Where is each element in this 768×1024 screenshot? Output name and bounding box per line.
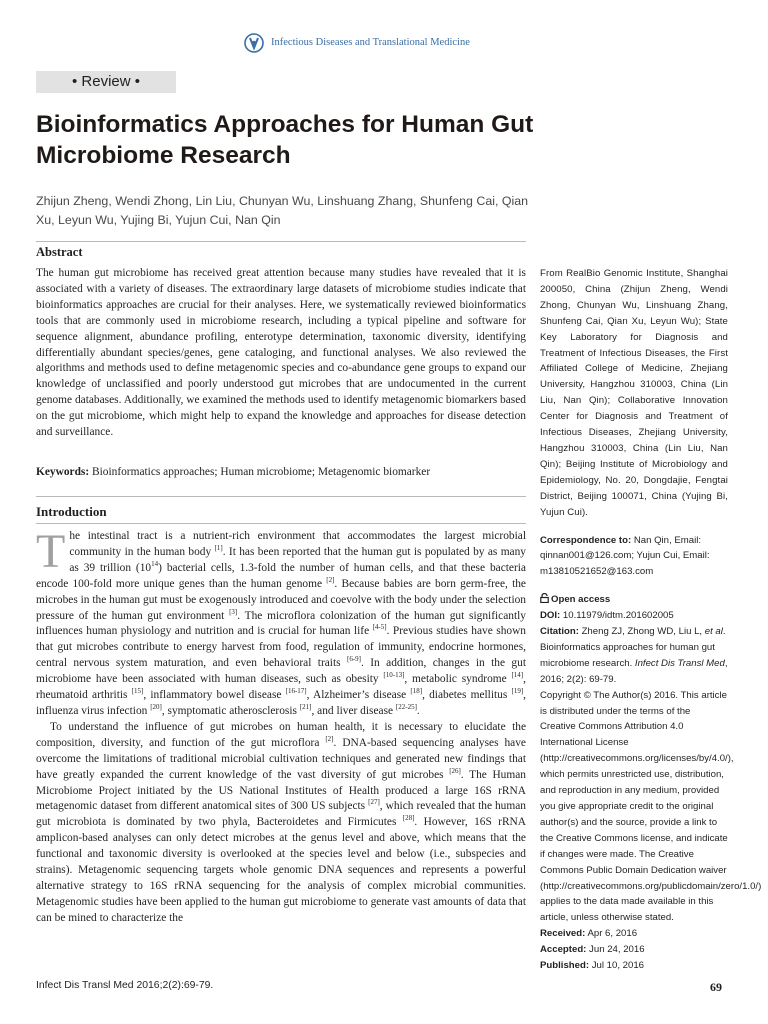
received-value: Apr 6, 2016 xyxy=(585,928,638,940)
published-value: Jul 10, 2016 xyxy=(589,960,644,972)
text-run: To understand the influence of gut microbes on human health, it is necessary to elucidate the composition, diversity, and function of the gut microflora xyxy=(36,720,526,749)
accepted-label: Accepted: xyxy=(540,944,587,956)
text-run: . In addition, changes in the gut microbiome have been associated with human diseases, such as obesity xyxy=(36,657,526,686)
text-run: Zheng ZJ, Zhong WD, Liu L, xyxy=(578,626,705,638)
text-run: , and liver disease xyxy=(311,704,396,717)
text-run: . However, 16S rRNA amplicon-based analyses can only detect microbes at the genus level and above, which means that the functional and taxonomic diversity is overlooked at the species level and below (i.e., subspecies and strains). Metagenomic sequencing targets whole genomic DNA sequences and represents a powerful alternative strategy to 16S rRNA sequencing for the analysis of complex microbial communities. Metagenomic studies have been applied to the human gut microbiome to generate vast amounts of data that can be mined to characterize the xyxy=(36,816,526,924)
text-run: , Alzheimer’s disease xyxy=(306,689,411,702)
correspondence-text: Nan Qin, Email: qinnan001@126.com; Yujun Cui, Email: m13810521652@163.com xyxy=(540,534,710,578)
journal-logo-icon xyxy=(244,33,264,53)
copyright-notice: Copyright © The Author(s) 2016. This article is distributed under the terms of the Creative Commons Attribution 4.0 International License (http://creativecommons.org/licenses/by/4.0/), which permits unrestricted use, distribution, and reproduction in any medium, provided you give appropriate credit to the original author(s) and the source, provide a link to the Creative Commons license, and indicate if changes were made. The Creative Commons Public Domain Dedication waiver (http://creativecommons.org/publicdomain/zero/1.0/) applies to the data made available in this article, unless otherwise stated. xyxy=(540,689,762,924)
received-label: Received: xyxy=(540,928,586,940)
abstract-body: The human gut microbiome has received great attention because many studies have revealed that it is associated with a variety of diseases. The extraordinary large datasets of microbiome studies indicate that bioinformatics approaches are crucial for their analyses. Here, we systematically reviewed bioinformatics tools that are commonly used in microbiome research, including a typical pipeline and software for sequence alignment, abundance profiling, enterotype determination, taxonomic diversity, identifying differentially abundant species/genes, gene cataloging, and functional analyses. We also reviewed the algorithms and methods used to define metagenomic species and co-abundance gene groups to expand our knowledge of unclassified and poorly understood gut microbes that are undocumented in the current genome databases. Additionally, we examined the methods used to identify metagenomic biomarkers based on the gut microbiome, which might help to expand the knowledge and approaches for disease detection and surveillance. xyxy=(36,267,526,439)
drop-cap: T xyxy=(36,525,66,578)
section-label-bar xyxy=(36,71,176,93)
text-run: , diabetes mellitus xyxy=(422,689,512,702)
page-number: 69 xyxy=(710,980,722,994)
author-list: Zhijun Zheng, Wendi Zhong, Lin Liu, Chunyan Wu, Linshuang Zhang, Shunfeng Cai, Qian Xu, Leyun Wu, Yujing Bi, Yujun Cui, Nan Qin xyxy=(36,194,529,227)
paragraph xyxy=(36,525,527,720)
keywords xyxy=(36,464,526,480)
text-run: , which revealed that the human gut microbiota is dominated by two phyla, Bacteroidetes and Firmicutes xyxy=(36,800,526,829)
citation-ref: [4-5] xyxy=(372,623,387,632)
doi-value: 10.11979/idtm.201602005 xyxy=(560,610,674,622)
footer-citation: Infect Dis Transl Med 2016;2(2):69-79. xyxy=(36,980,214,991)
citation-label: Citation: xyxy=(540,626,579,638)
text-run: , 2016; 2(2): 69-79. xyxy=(540,657,728,685)
citation-ref: [2] xyxy=(325,734,334,743)
text-run: , metabolic syndrome xyxy=(404,673,512,686)
text-run: . xyxy=(416,704,420,717)
citation-ref: [22-25] xyxy=(395,703,417,712)
citation-journal: Infect Dis Transl Med xyxy=(634,657,725,669)
doi xyxy=(540,608,728,624)
citation-ref: [15] xyxy=(131,687,144,696)
abstract-heading: Abstract xyxy=(36,245,83,259)
citation-ref: [16-17] xyxy=(285,687,307,696)
correspondence xyxy=(540,533,728,581)
open-access-row xyxy=(540,592,728,608)
text-run: . Bioinformatics approaches for human gut microbiome research. xyxy=(540,626,726,669)
text-run: , influenza virus infection xyxy=(36,689,527,717)
section-label: • Review • xyxy=(71,73,141,90)
divider xyxy=(36,496,526,497)
text-run: he intestinal tract is a nutrient-rich environment that accommodates the largest microbial community in the human body xyxy=(69,530,526,558)
text-run: , inflammatory bowel disease xyxy=(143,689,286,702)
divider xyxy=(36,241,526,242)
divider xyxy=(36,523,526,524)
text-run: , rheumatoid arthritis xyxy=(36,673,526,702)
published-label: Published: xyxy=(540,960,590,972)
text-run: . DNA-based sequencing analyses have overcome the limitations of traditional microbial cultivation techniques and generated new findings that have greatly expanded the current knowledge of the vast diversity of gut microbes xyxy=(36,736,526,781)
text-run: . Previous studies have shown that gut microbes contribute to energy harvest from food, regulation of immunity, endocrine hormones, central nervous system maturation, and even behavioral traits xyxy=(36,625,527,670)
section-heading-introduction: Introduction xyxy=(36,504,107,519)
keywords-label: Keywords: xyxy=(36,466,90,478)
journal-header xyxy=(0,30,768,56)
correspondence-label: Correspondence to: xyxy=(540,534,632,546)
exponent: 14 xyxy=(151,560,159,569)
citation-ref: [26] xyxy=(449,766,461,775)
citation-ref: [20] xyxy=(150,703,162,712)
text-run: . It has been reported that the human gut is populated by as many as 39 trillion (10 xyxy=(69,545,526,574)
citation xyxy=(540,624,728,688)
journal-name: Infectious Diseases and Translational Medicine xyxy=(271,37,470,48)
text-run: et al xyxy=(704,626,723,638)
keywords-text: Bioinformatics approaches; Human microbiome; Metagenomic biomarker xyxy=(89,466,431,478)
article-title: Bioinformatics Approaches for Human Gut Microbiome Research xyxy=(36,111,534,169)
text-run: . The Human Microbiome Project initiated by the US National Institutes of Health produced a large 16S rRNA metagenomic dataset from different anatomical sites of 300 US subjects xyxy=(36,768,526,813)
doi-label: DOI: xyxy=(540,610,561,622)
citation-ref: [28] xyxy=(402,814,415,823)
accepted-value: Jun 24, 2016 xyxy=(586,944,645,956)
text-run: . The microflora colonization of the human gut significantly influences human physiology and nutrition and is crucial for human life xyxy=(36,609,526,638)
published-date xyxy=(540,958,728,974)
citation-ref: [19] xyxy=(511,687,524,696)
citation-ref: [18] xyxy=(410,687,423,696)
text-run: . Because babies are born germ-free, the microbes in the human gut must be exogenously introduced and coevolve with the body under the selection pressure of the human gut environment xyxy=(36,577,526,622)
citation-ref: [6-9] xyxy=(346,655,361,664)
text-run: , symptomatic atherosclerosis xyxy=(161,704,300,717)
citation-ref: [27] xyxy=(368,798,380,807)
accepted-date xyxy=(540,942,728,958)
open-access-lock-icon xyxy=(540,593,549,603)
citation-ref: [10-13] xyxy=(383,671,405,680)
citation-ref: [2] xyxy=(326,575,335,584)
citation-ref: [1] xyxy=(214,544,223,553)
text-run: ) bacterial cells, 1.3-fold the number of human cells, and that these bacteria encode 100-fold more unique genes than the human genome xyxy=(36,561,526,590)
received-date xyxy=(540,926,728,942)
open-access-label: Open access xyxy=(551,594,611,606)
paragraph xyxy=(36,720,526,927)
article-info-sidebar xyxy=(540,266,762,974)
introduction-body xyxy=(36,525,527,927)
citation-ref: [21] xyxy=(299,703,312,712)
citation-ref: [14] xyxy=(511,671,524,680)
citation-ref: [3] xyxy=(229,607,238,616)
affiliations: From RealBio Genomic Institute, Shanghai 200050, China (Zhijun Zheng, Wendi Zhong, Chunyan Wu, Linshuang Zhang, Shunfeng Cai, Qian Xu, Leyun Wu); State Key Laboratory for Diagnosis and Treatment of Infectious Diseases, the First Affiliated College of Medicine, Zhejiang University, Hangzhou 310003, China (Lin Liu, Nan Qin); Collaborative Innovation Center for Diagnosis and Treatment of Infectious Diseases, Zhejiang University, Hangzhou 310003, China (Lin Liu, Nan Qin); Beijing Institute of Microbiology and Epidemiology, No. 20, Dongdajie, Fengtai District, Beijing 100071, China (Yujing Bi, Yujun Cui). xyxy=(540,268,728,518)
